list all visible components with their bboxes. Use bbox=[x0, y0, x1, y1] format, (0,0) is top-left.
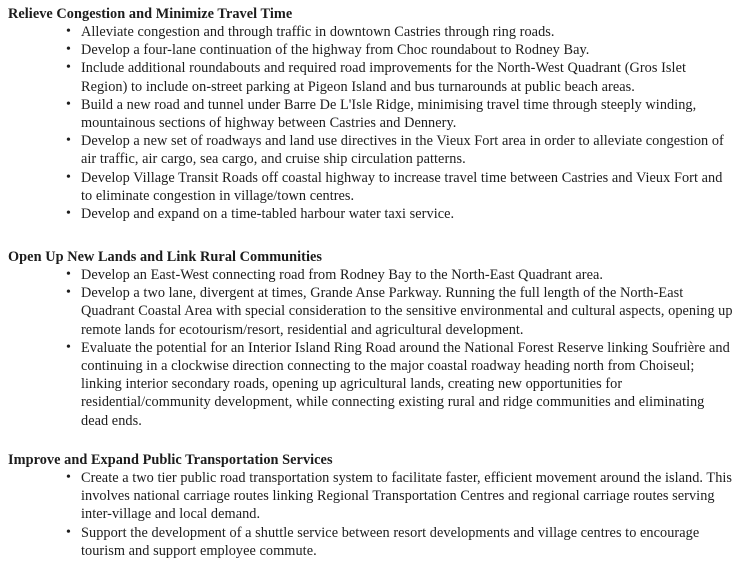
list-item bbox=[66, 169, 733, 205]
bullet-icon: • bbox=[66, 42, 71, 58]
list-item bbox=[66, 23, 733, 41]
bullet-icon: • bbox=[66, 339, 71, 355]
list-item-text: Support the development of a shuttle service between resort developments and village centres to encourage tourism and support employee commute. bbox=[81, 524, 700, 559]
bullet-icon: • bbox=[66, 169, 71, 185]
list-item-text: Develop a two lane, divergent at times, Grande Anse Parkway. Running the full length of the North-East Quadrant Coastal Area with special consideration to the sensitive environmental and cultural aspects, opening up remote lands for ecotourism/resort, residential and agricultural development. bbox=[81, 285, 733, 338]
bullet-icon: • bbox=[66, 524, 71, 540]
list-item bbox=[66, 59, 733, 95]
bullet-list bbox=[8, 23, 733, 223]
section-open-new-lands bbox=[8, 248, 733, 430]
bullet-icon: • bbox=[66, 285, 71, 301]
list-item bbox=[66, 284, 733, 339]
list-item-text: Develop a new set of roadways and land use directives in the Vieux Fort area in order to alleviate congestion of air traffic, air cargo, sea cargo, and cruise ship circulation patterns. bbox=[81, 133, 724, 168]
list-item-text: Develop an East-West connecting road from Rodney Bay to the North-East Quadrant area. bbox=[81, 267, 603, 283]
list-item bbox=[66, 339, 733, 430]
section-public-transportation bbox=[8, 451, 733, 560]
bullet-icon: • bbox=[66, 60, 71, 76]
bullet-icon: • bbox=[66, 267, 71, 282]
bullet-icon: • bbox=[66, 206, 71, 222]
section-heading: Open Up New Lands and Link Rural Communities bbox=[8, 249, 323, 265]
list-item bbox=[66, 205, 733, 223]
list-item-text: Develop a four-lane continuation of the highway from Choc roundabout to Rodney Bay. bbox=[81, 42, 590, 59]
section-heading: Relieve Congestion and Minimize Travel Time bbox=[8, 6, 293, 22]
list-item bbox=[66, 132, 733, 168]
bullet-list bbox=[8, 469, 733, 560]
list-item-text: Build a new road and tunnel under Barre De L'Isle Ridge, minimising travel time through steeply winding, mountainous sections of highway between Castries and Dennery. bbox=[81, 96, 697, 132]
list-item-text: Evaluate the potential for an Interior Island Ring Road around the National Forest Reserve linking Soufrière and continuing in a clockwise direction connecting to the major coastal roadway heading north from Choiseul; linking interior secondary roads, opening up agricultural lands, creating new opportunities for residential/community development, while connecting existing rural and ridge communities and eliminating dead ends. bbox=[81, 339, 730, 429]
bullet-icon: • bbox=[66, 96, 71, 112]
bullet-list bbox=[8, 266, 733, 430]
bullet-icon: • bbox=[66, 133, 71, 149]
list-item bbox=[66, 41, 733, 59]
list-item bbox=[66, 469, 733, 524]
list-item bbox=[66, 524, 733, 560]
list-item-text: Develop Village Transit Roads off coastal highway to increase travel time between Castries and Vieux Fort and to eliminate congestion in village/town centres. bbox=[81, 169, 723, 204]
section-relieve-congestion bbox=[8, 5, 733, 223]
bullet-icon: • bbox=[66, 470, 71, 485]
list-item-text: Alleviate congestion and through traffic in downtown Castries through ring roads. bbox=[81, 24, 555, 40]
list-item bbox=[66, 96, 733, 132]
list-item-text: Create a two tier public road transportation system to facilitate faster, efficient movement around the island. This involves national carriage routes linking Regional Transportation Centres and regional carriage routes serving inter-village and local demand. bbox=[81, 470, 733, 523]
section-heading: Improve and Expand Public Transportation Services bbox=[8, 452, 333, 468]
list-item bbox=[66, 266, 733, 284]
list-item-text: Develop and expand on a time-tabled harbour water taxi service. bbox=[81, 206, 455, 223]
list-item-text: Include additional roundabouts and required road improvements for the North-West Quadrant (Gros Islet Region) to include on-street parking at Pigeon Island and bus turnarounds at public beach areas. bbox=[81, 60, 686, 95]
bullet-icon: • bbox=[66, 24, 71, 39]
